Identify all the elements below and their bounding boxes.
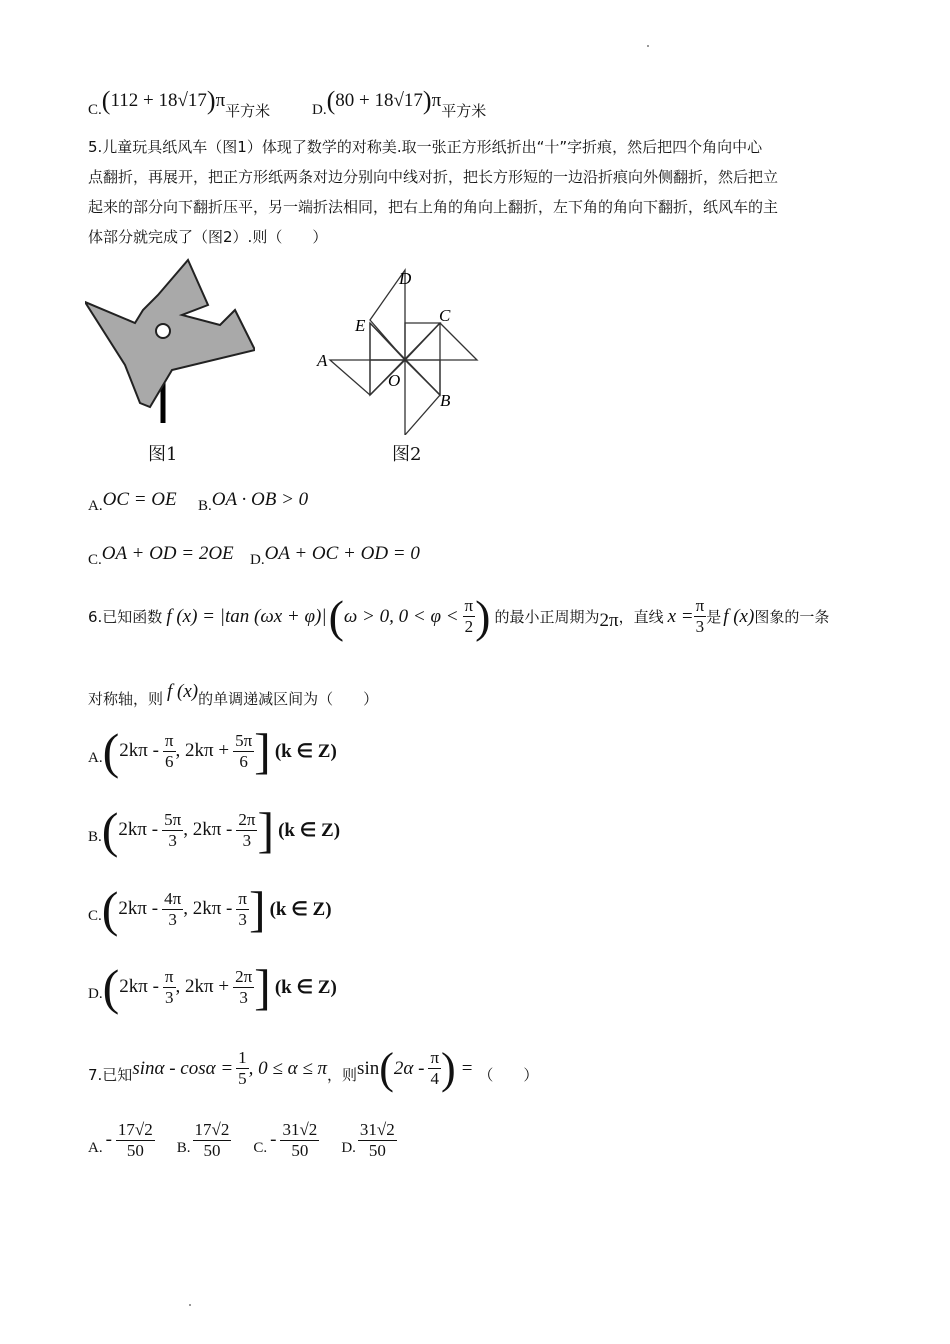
option-label: D.: [312, 102, 327, 118]
label-d: D: [399, 269, 412, 288]
page-mark: [647, 45, 649, 47]
q6-stem-line2: 对称轴，则 f (x) 的单调递减区间为（ ）: [88, 680, 379, 708]
q5-option-b: [198, 484, 308, 515]
vector-expression: OA · OB > 0: [211, 488, 309, 510]
q5-option-d: [250, 538, 420, 569]
unit-text: 平方米: [225, 102, 271, 120]
math-expression: 80 + 18√17: [335, 89, 423, 111]
q5-option-a: [88, 484, 177, 515]
fraction: $\frac{\pi}{3}$: [695, 596, 705, 636]
q5-option-c: [88, 538, 234, 569]
vector-expression: OC = OE: [102, 488, 177, 510]
q6-option-b: B. ( 2kπ - $\frac{5\pi}{3}$ , 2kπ - $\frac{2\pi}{3}$ ] (k ∈ Z): [88, 802, 341, 858]
label-e: E: [355, 316, 366, 335]
label-o: O: [388, 371, 401, 390]
q6-option-a: A. ( 2kπ - $\frac{\pi}{6}$ , 2kπ + $\frac{5\pi}{6}$ ] (k ∈ Z): [88, 723, 337, 779]
vector-expression: OA + OD = 2OE: [101, 542, 234, 564]
label-b: B: [440, 391, 451, 410]
q4-option-c: C. ( 112 + 18√17 ) π 平方米: [88, 85, 271, 120]
q5-line3: 起来的部分向下翻折压平，另一端折法相同，把右上角的角向上翻折，左下角的角向下翻折，纸风车的主: [88, 198, 779, 216]
q6-option-d: D. ( 2kπ - $\frac{\pi}{3}$ , 2kπ + $\frac{2\pi}{3}$ ] (k ∈ Z): [88, 959, 337, 1015]
q6-option-c: C. ( 2kπ - $\frac{4\pi}{3}$ , 2kπ - $\frac{\pi}{3}$ ] (k ∈ Z): [88, 881, 332, 937]
option-label: D.: [250, 552, 265, 568]
figure-1-pinwheel: [85, 255, 255, 465]
equation: sinα - cosα =: [132, 1057, 234, 1079]
q7-options: A. - $\frac{17√2}{50}$ B. $\frac{17√2}{50}$ C. - $\frac{31√2}{50}$ D. $\frac{31√2}{50}$: [88, 1120, 395, 1160]
option-label: B.: [198, 498, 212, 514]
label-c: C: [439, 306, 451, 325]
label-a: A: [317, 351, 328, 370]
math-expression: 112 + 18√17: [110, 89, 207, 111]
q5-line2: 点翻折，再展开，把正方形纸两条对边分别向中线对折，把长方形短的一边沿折痕向外侧翻折，然后把立: [88, 168, 779, 186]
q7-stem: 7.已知 sinα - cosα = $\frac{1}{5}$ , 0 ≤ α ≤ π ，则 sin ( 2α - $\frac{\pi}{4}$ ) = （ ）: [88, 1044, 539, 1093]
q5-line1: 5.儿童玩具纸风车（图1）体现了数学的对称美.取一张正方形纸折出“十”字折痕，然后把四个角向中心: [88, 138, 763, 156]
q6-stem-line1: 6.已知函数 f (x) = |tan (ωx + φ)| ( ω > 0, 0 < φ < $\frac{\pi}{2}$ ) 的最小正周期为 2π ，直线 x = $\frac{\pi}{3}$ 是 f (x) 图象的一条: [88, 591, 830, 642]
option-label: C.: [88, 102, 102, 118]
figure-1-caption: 图1: [148, 444, 178, 465]
option-label: C.: [88, 552, 102, 568]
unit-text: 平方米: [441, 102, 487, 120]
page-mark: [189, 1304, 191, 1306]
figure-2-diagram: [315, 265, 490, 435]
vector-expression: OA + OC + OD = 0: [264, 542, 420, 564]
q4-option-d: D. ( 80 + 18√17 ) π 平方米: [312, 85, 487, 120]
q5-line4: 体部分就完成了（图2）.则（ ）: [88, 228, 328, 246]
figure-2-caption: 图2: [392, 444, 422, 465]
function-expression: f (x) = |tan (ωx + φ)|: [166, 605, 327, 627]
condition: ω > 0, 0 < φ <: [343, 605, 459, 627]
option-label: A.: [88, 498, 103, 514]
fraction: $\frac{\pi}{2}$: [464, 596, 474, 636]
